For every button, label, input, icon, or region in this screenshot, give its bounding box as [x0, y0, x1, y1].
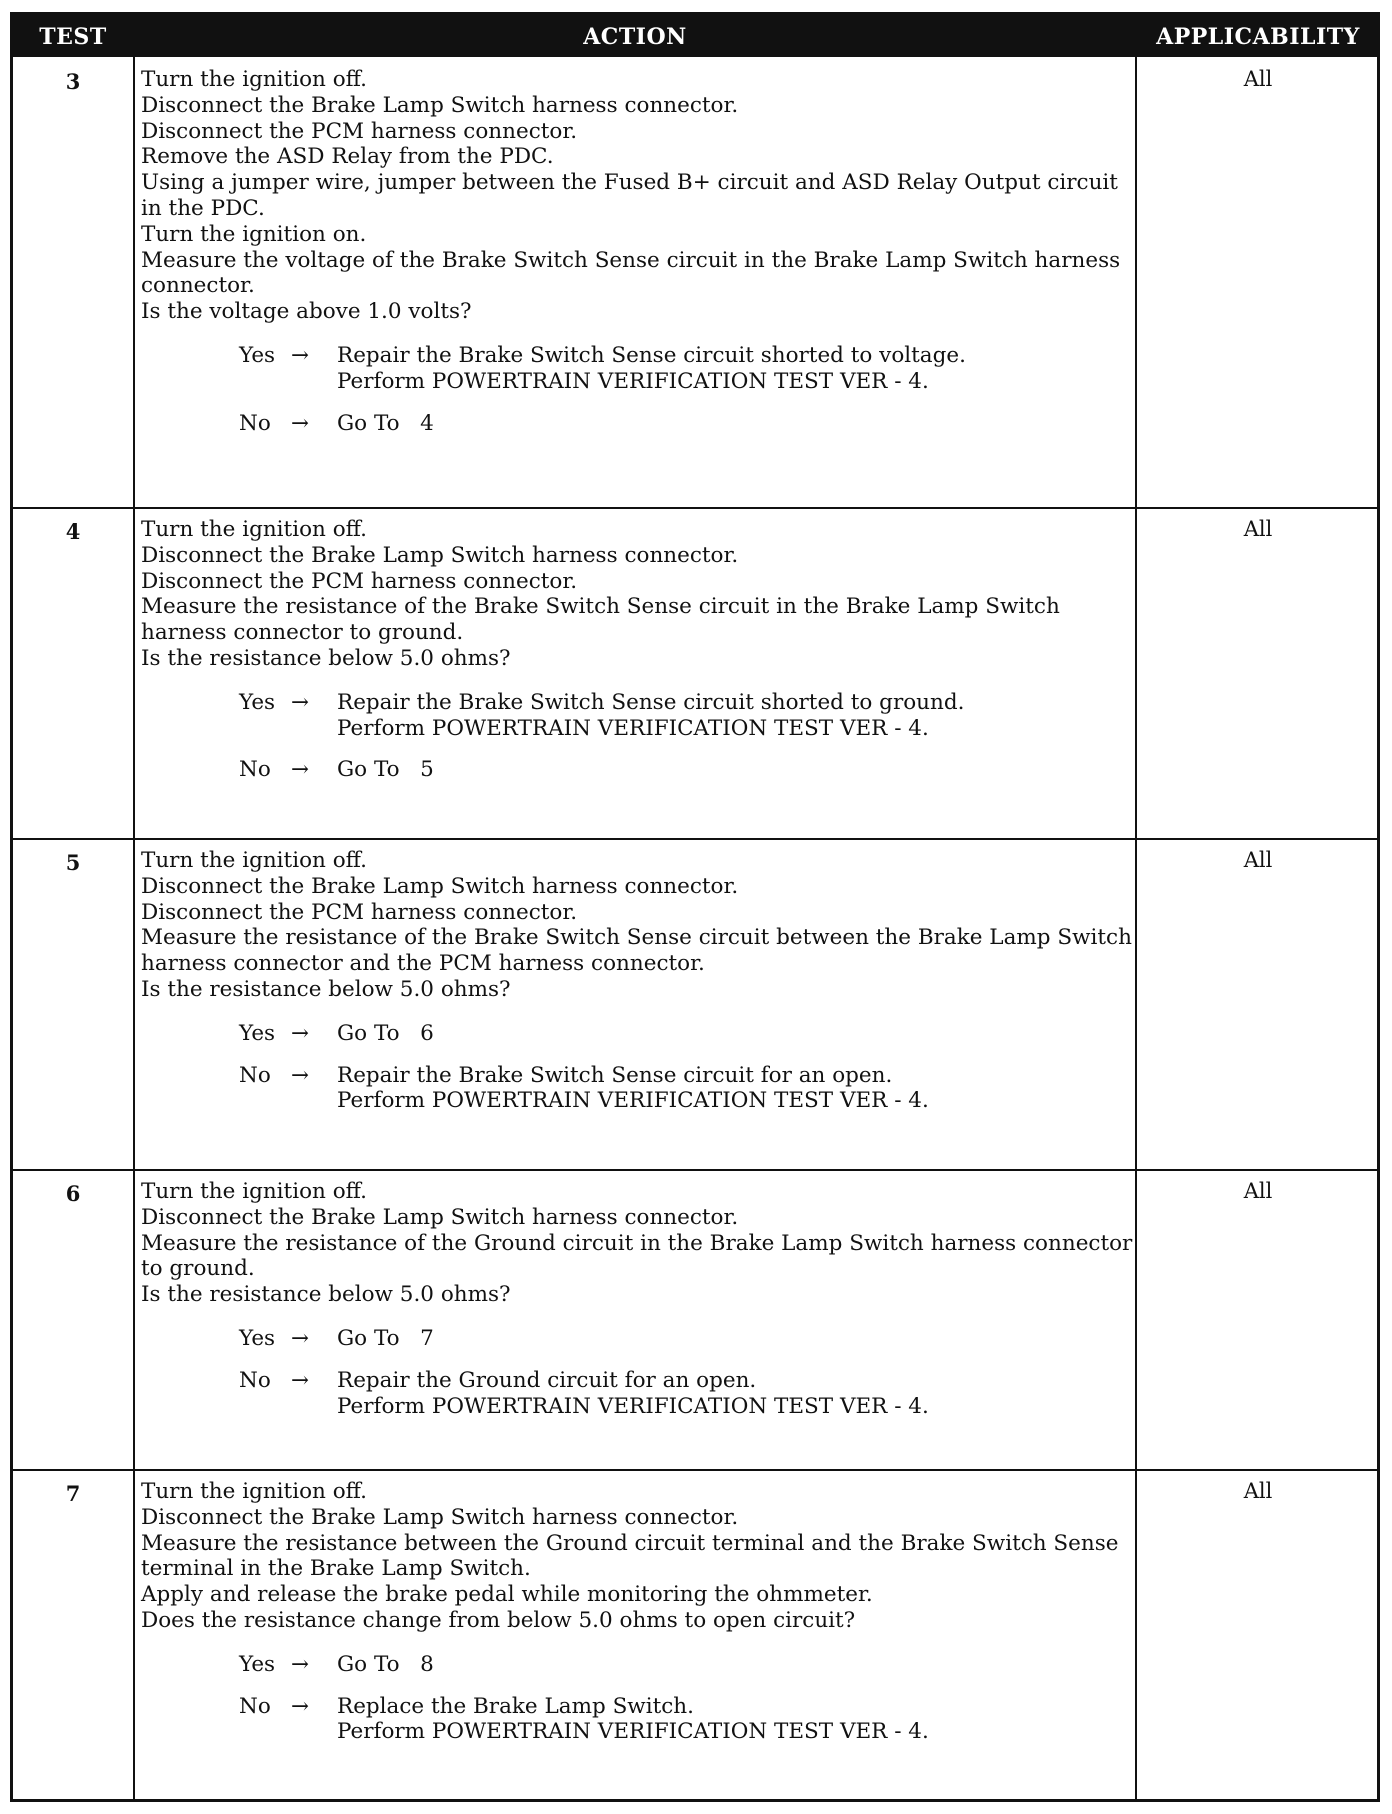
diagnostic-test-table	[10, 12, 1380, 1802]
action-step: Disconnect the PCM harness connector.	[141, 568, 578, 594]
outcome-text: Repair the Brake Switch Sense circuit shorted to voltage.	[337, 342, 966, 368]
test-number: 6	[65, 1181, 81, 1206]
action-step: Disconnect the Brake Lamp Switch harness connector.	[141, 1504, 739, 1530]
action-step: Measure the voltage of the Brake Switch Sense circuit in the Brake Lamp Switch harness connector.	[141, 247, 1121, 299]
action-step: Disconnect the Brake Lamp Switch harness connector.	[141, 873, 739, 899]
action-step: Is the resistance below 5.0 ohms?	[141, 976, 511, 1002]
action-cell	[141, 517, 1133, 783]
test-number: 7	[65, 1481, 81, 1506]
header-action: ACTION	[583, 24, 687, 50]
arrow-icon: →	[291, 689, 310, 715]
outcome-text: Perform POWERTRAIN VERIFICATION TEST VER - 4.	[337, 1393, 929, 1419]
outcome-text: Go To 5	[337, 757, 434, 783]
outcome-text: Repair the Brake Switch Sense circuit for an open.	[337, 1062, 893, 1088]
action-cell	[141, 67, 1133, 436]
no-outcome	[141, 1063, 1133, 1115]
yes-label: Yes	[239, 342, 276, 368]
yes-label: Yes	[239, 1020, 276, 1046]
yes-outcome	[141, 1652, 1133, 1678]
arrow-icon: →	[291, 1693, 310, 1719]
action-step: Turn the ignition off.	[141, 517, 367, 542]
action-step: Disconnect the Brake Lamp Switch harness connector.	[141, 542, 739, 568]
action-step: Remove the ASD Relay from the PDC.	[141, 144, 554, 170]
applicability-value: All	[1243, 1479, 1273, 1503]
outcome-text: Perform POWERTRAIN VERIFICATION TEST VER - 4.	[337, 368, 929, 394]
no-outcome	[141, 1694, 1133, 1746]
arrow-icon: →	[291, 410, 310, 436]
outcome-text: Perform POWERTRAIN VERIFICATION TEST VER - 4.	[337, 1088, 929, 1114]
arrow-icon: →	[291, 1367, 310, 1393]
action-cell	[141, 1479, 1133, 1745]
outcome-text: Go To 7	[337, 1325, 434, 1351]
no-outcome	[141, 1368, 1133, 1420]
header-applicability: APPLICABILITY	[1156, 24, 1360, 50]
arrow-icon: →	[291, 1020, 310, 1046]
outcome-text: Repair the Ground circuit for an open.	[337, 1367, 757, 1393]
action-step: Is the resistance below 5.0 ohms?	[141, 645, 511, 671]
action-step: Measure the resistance of the Brake Switch Sense circuit between the Brake Lamp Switch harness connector and the PCM harness connector.	[141, 925, 1132, 977]
table-row	[13, 840, 1377, 1169]
arrow-icon: →	[291, 1651, 310, 1677]
action-cell	[141, 1179, 1133, 1419]
action-step: Turn the ignition off.	[141, 1179, 367, 1204]
table-row	[13, 59, 1377, 507]
yes-outcome	[141, 343, 1133, 395]
table-row	[13, 1171, 1377, 1469]
table-row	[13, 509, 1377, 838]
outcome-text: Replace the Brake Lamp Switch.	[337, 1693, 694, 1719]
test-number: 5	[65, 850, 81, 875]
applicability-value: All	[1243, 517, 1273, 541]
applicability-value: All	[1243, 1179, 1273, 1203]
action-step: Measure the resistance between the Ground circuit terminal and the Brake Switch Sense terminal in the Brake Lamp Switch.	[141, 1530, 1119, 1582]
table-row	[13, 1471, 1377, 1801]
outcome-text: Go To 6	[337, 1020, 434, 1046]
test-number: 3	[65, 69, 81, 94]
action-step: Turn the ignition off.	[141, 848, 367, 873]
no-label: No	[239, 1062, 271, 1088]
no-outcome	[141, 411, 1133, 437]
yes-outcome	[141, 690, 1133, 742]
arrow-icon: →	[291, 1325, 310, 1351]
action-step: Turn the ignition on.	[141, 221, 367, 247]
yes-label: Yes	[239, 1325, 276, 1351]
action-step: Disconnect the Brake Lamp Switch harness connector.	[141, 1204, 739, 1230]
outcome-text: Go To 4	[337, 410, 434, 436]
outcome-text: Perform POWERTRAIN VERIFICATION TEST VER - 4.	[337, 1719, 929, 1745]
action-step: Disconnect the PCM harness connector.	[141, 118, 578, 144]
outcome-text: Go To 8	[337, 1651, 434, 1677]
action-step: Disconnect the Brake Lamp Switch harness connector.	[141, 92, 739, 118]
action-step: Does the resistance change from below 5.0 ohms to open circuit?	[141, 1607, 856, 1633]
no-label: No	[239, 757, 271, 783]
yes-outcome	[141, 1021, 1133, 1047]
applicability-value: All	[1243, 67, 1273, 91]
arrow-icon: →	[291, 757, 310, 783]
no-outcome	[141, 757, 1133, 783]
action-step: Measure the resistance of the Ground circuit in the Brake Lamp Switch harness connector to ground.	[141, 1230, 1133, 1282]
yes-label: Yes	[239, 689, 276, 715]
action-step: Turn the ignition off.	[141, 67, 367, 92]
action-step: Apply and release the brake pedal while monitoring the ohmmeter.	[141, 1582, 873, 1608]
table-header	[13, 15, 1377, 57]
yes-outcome	[141, 1326, 1133, 1352]
no-label: No	[239, 1367, 271, 1393]
outcome-text: Repair the Brake Switch Sense circuit shorted to ground.	[337, 689, 965, 715]
arrow-icon: →	[291, 1062, 310, 1088]
action-step: Measure the resistance of the Brake Switch Sense circuit in the Brake Lamp Switch harness connector to ground.	[141, 594, 1060, 646]
no-label: No	[239, 410, 271, 436]
action-step: Using a jumper wire, jumper between the Fused B+ circuit and ASD Relay Output circuit in the PDC.	[141, 170, 1118, 221]
action-cell	[141, 848, 1133, 1114]
no-label: No	[239, 1693, 271, 1719]
action-step: Is the voltage above 1.0 volts?	[141, 299, 472, 325]
test-number: 4	[65, 519, 81, 544]
action-step: Turn the ignition off.	[141, 1479, 367, 1504]
header-test: TEST	[39, 24, 107, 50]
yes-label: Yes	[239, 1651, 276, 1677]
action-step: Is the resistance below 5.0 ohms?	[141, 1282, 511, 1308]
action-step: Disconnect the PCM harness connector.	[141, 899, 578, 925]
outcome-text: Perform POWERTRAIN VERIFICATION TEST VER - 4.	[337, 715, 929, 741]
applicability-value: All	[1243, 848, 1273, 872]
arrow-icon: →	[291, 342, 310, 368]
